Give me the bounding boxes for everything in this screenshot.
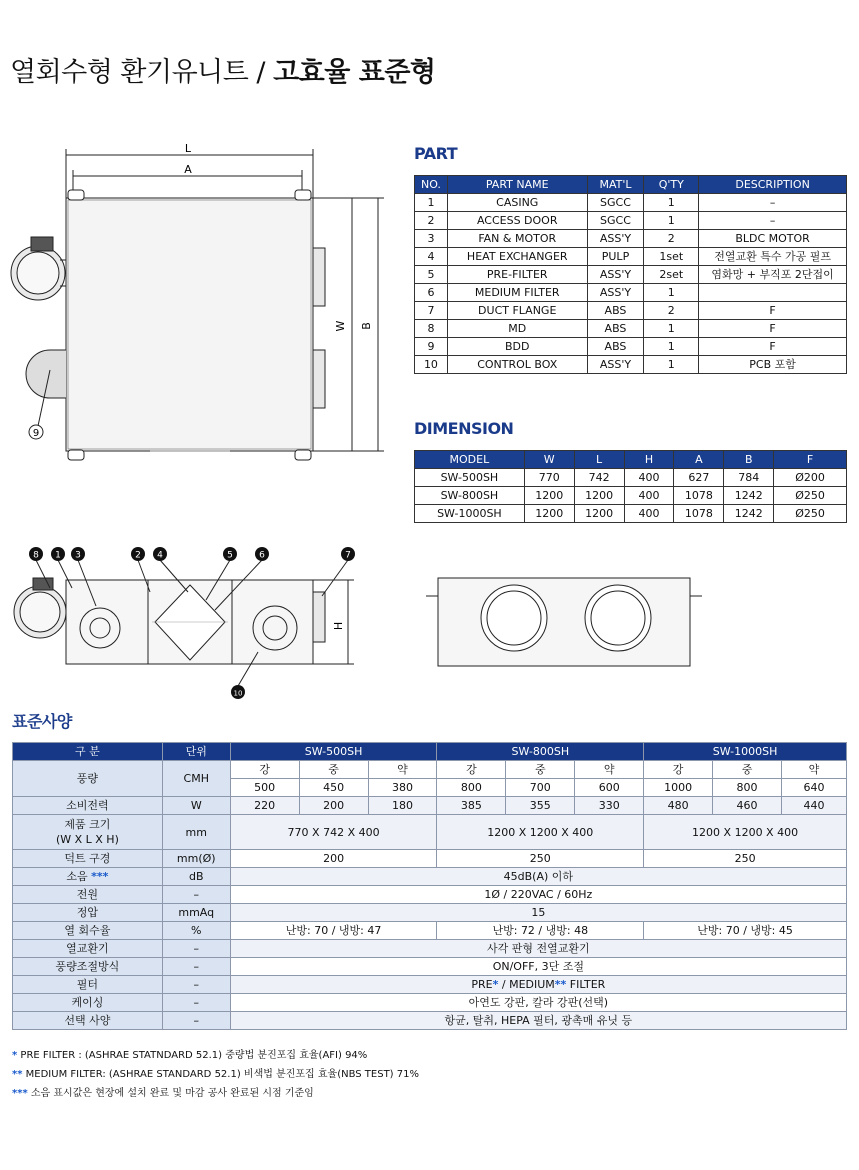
spec-value-duct: 250 <box>644 850 847 868</box>
spec-power-value: 180 <box>368 797 437 815</box>
part-cell: 2 <box>644 302 699 320</box>
spec-value-recovery: 난방: 72 / 냉방: 48 <box>437 922 644 940</box>
part-row <box>415 230 847 248</box>
spec-heading: 표준사양 <box>12 712 72 731</box>
dimension-cell: 784 <box>724 469 774 487</box>
dimension-table <box>414 450 847 523</box>
part-cell: 염화망 + 부직포 2단접이 <box>699 266 847 284</box>
spec-airflow-level: 강 <box>230 761 299 779</box>
part-cell: 8 <box>415 320 448 338</box>
part-cell: PRE-FILTER <box>447 266 587 284</box>
part-cell: F <box>699 338 847 356</box>
spec-label-options: 선택 사양 <box>13 1012 163 1030</box>
callout-number: 8 <box>33 550 39 561</box>
part-cell: – <box>699 212 847 230</box>
spec-value-size: 1200 X 1200 X 400 <box>644 815 847 850</box>
spec-label-airflow: 풍량 <box>13 761 163 797</box>
spec-power-value: 480 <box>644 797 713 815</box>
part-cell: 전열교환 특수 가공 필프 <box>699 248 847 266</box>
spec-value-duct: 250 <box>437 850 644 868</box>
spec-unit-filter: – <box>162 976 230 994</box>
callout-number: 5 <box>227 550 233 561</box>
spec-value-filter: PRE* / MEDIUM** FILTER <box>230 976 846 994</box>
part-cell: 7 <box>415 302 448 320</box>
part-row <box>415 194 847 212</box>
spec-unit-exchanger: – <box>162 940 230 958</box>
dimension-header-cell: B <box>724 451 774 469</box>
part-cell <box>699 284 847 302</box>
dimension-row <box>415 469 847 487</box>
part-cell: 1 <box>415 194 448 212</box>
part-cell: 10 <box>415 356 448 374</box>
spec-airflow-value: 700 <box>506 779 575 797</box>
part-cell: PCB 포함 <box>699 356 847 374</box>
spec-value-control: ON/OFF, 3단 조절 <box>230 958 846 976</box>
dimension-cell: SW-1000SH <box>415 505 525 523</box>
spec-unit-control: – <box>162 958 230 976</box>
spec-airflow-level: 강 <box>644 761 713 779</box>
spec-airflow-level: 약 <box>781 761 846 779</box>
spec-header-model: SW-500SH <box>230 743 437 761</box>
part-cell: F <box>699 302 847 320</box>
part-cell: 1 <box>644 194 699 212</box>
part-table <box>414 175 847 374</box>
spec-header-model: SW-800SH <box>437 743 644 761</box>
spec-airflow-value: 640 <box>781 779 846 797</box>
part-cell: SGCC <box>587 194 644 212</box>
front-view-drawing <box>420 572 710 672</box>
part-cell: – <box>699 194 847 212</box>
part-cell: 9 <box>415 338 448 356</box>
callout-number: 3 <box>75 550 81 561</box>
part-cell: ASS'Y <box>587 266 644 284</box>
part-row <box>415 284 847 302</box>
part-cell: BDD <box>447 338 587 356</box>
part-row <box>415 212 847 230</box>
spec-header-gubun: 구 분 <box>13 743 163 761</box>
part-cell: HEAT EXCHANGER <box>447 248 587 266</box>
spec-value-options: 항균, 탈취, HEPA 필터, 광촉매 유닛 등 <box>230 1012 846 1030</box>
spec-label-casing: 케이싱 <box>13 994 163 1012</box>
dimension-header-cell: F <box>774 451 847 469</box>
callout-number: 7 <box>345 550 351 561</box>
spec-unit-recovery: % <box>162 922 230 940</box>
part-cell: DUCT FLANGE <box>447 302 587 320</box>
spec-unit-duct: mm(Ø) <box>162 850 230 868</box>
spec-airflow-value: 380 <box>368 779 437 797</box>
spec-label-power-supply: 전원 <box>13 886 163 904</box>
part-row <box>415 320 847 338</box>
dimension-row <box>415 487 847 505</box>
spec-label-control: 풍량조절방식 <box>13 958 163 976</box>
part-cell: 1 <box>644 212 699 230</box>
dimension-header-cell: A <box>674 451 724 469</box>
part-header-cell: MAT'L <box>587 176 644 194</box>
dimension-cell: Ø200 <box>774 469 847 487</box>
callout-number: 4 <box>157 550 163 561</box>
part-cell: BLDC MOTOR <box>699 230 847 248</box>
dimension-cell: 400 <box>624 487 674 505</box>
spec-power-value: 355 <box>506 797 575 815</box>
spec-value-size: 1200 X 1200 X 400 <box>437 815 644 850</box>
spec-label-exchanger: 열교환기 <box>13 940 163 958</box>
spec-airflow-level: 중 <box>713 761 782 779</box>
dimension-cell: 1200 <box>574 505 624 523</box>
callout-number: 2 <box>135 550 141 561</box>
part-cell: F <box>699 320 847 338</box>
spec-value-exchanger: 사각 판형 전열교환기 <box>230 940 846 958</box>
dim-label-a: A <box>184 163 192 176</box>
footnote: *** 소음 표시값은 현장에 설치 완료 및 마감 공사 완료된 시점 기준임 <box>12 1088 314 1099</box>
dimension-cell: Ø250 <box>774 505 847 523</box>
spec-label-duct: 덕트 구경 <box>13 850 163 868</box>
spec-label-size: 제품 크기 (W X L X H) <box>13 815 163 850</box>
spec-unit-static: mmAq <box>162 904 230 922</box>
spec-label-filter: 필터 <box>13 976 163 994</box>
part-header-cell: DESCRIPTION <box>699 176 847 194</box>
spec-airflow-value: 800 <box>437 779 506 797</box>
dimension-cell: SW-500SH <box>415 469 525 487</box>
dimension-heading: DIMENSION <box>414 419 514 438</box>
part-cell: FAN & MOTOR <box>447 230 587 248</box>
dim-label-l: L <box>184 142 192 155</box>
spec-unit-power: W <box>162 797 230 815</box>
dimension-header-cell: W <box>524 451 574 469</box>
part-cell: 3 <box>415 230 448 248</box>
callout-number: 10 <box>233 689 243 698</box>
dimension-cell: 627 <box>674 469 724 487</box>
spec-header-unit: 단위 <box>162 743 230 761</box>
dimension-cell: 1200 <box>574 487 624 505</box>
part-cell: 2 <box>415 212 448 230</box>
spec-power-value: 460 <box>713 797 782 815</box>
part-cell: 5 <box>415 266 448 284</box>
dimension-cell: 1242 <box>724 487 774 505</box>
part-cell: 2 <box>644 230 699 248</box>
dim-label-b: B <box>360 322 373 330</box>
spec-value-recovery: 난방: 70 / 냉방: 45 <box>644 922 847 940</box>
part-cell: 1 <box>644 338 699 356</box>
spec-label-static: 정압 <box>13 904 163 922</box>
spec-unit-power-supply: – <box>162 886 230 904</box>
spec-table <box>12 742 847 1030</box>
footnotes <box>12 1046 419 1103</box>
spec-unit-casing: – <box>162 994 230 1012</box>
spec-airflow-value: 600 <box>575 779 644 797</box>
part-cell: 1 <box>644 356 699 374</box>
part-cell: 1set <box>644 248 699 266</box>
spec-header-model: SW-1000SH <box>644 743 847 761</box>
part-cell: 1 <box>644 320 699 338</box>
dim-label-h: H <box>332 621 345 631</box>
spec-value-noise: 45dB(A) 이하 <box>230 868 846 886</box>
part-header-cell: PART NAME <box>447 176 587 194</box>
spec-value-recovery: 난방: 70 / 냉방: 47 <box>230 922 437 940</box>
spec-airflow-value: 500 <box>230 779 299 797</box>
part-cell: ASS'Y <box>587 356 644 374</box>
spec-value-power-supply: 1Ø / 220VAC / 60Hz <box>230 886 846 904</box>
part-cell: ASS'Y <box>587 284 644 302</box>
dimension-cell: 742 <box>574 469 624 487</box>
dimension-cell: 400 <box>624 469 674 487</box>
part-cell: 6 <box>415 284 448 302</box>
part-cell: CONTROL BOX <box>447 356 587 374</box>
part-cell: MD <box>447 320 587 338</box>
spec-airflow-value: 1000 <box>644 779 713 797</box>
dimension-row <box>415 505 847 523</box>
spec-power-value: 330 <box>575 797 644 815</box>
dimension-cell: 400 <box>624 505 674 523</box>
part-row <box>415 248 847 266</box>
side-view-drawing <box>0 540 370 710</box>
part-cell: SGCC <box>587 212 644 230</box>
dimension-header-cell: MODEL <box>415 451 525 469</box>
dimension-header-cell: L <box>574 451 624 469</box>
dimension-cell: 1200 <box>524 505 574 523</box>
spec-label-noise: 소음 *** <box>13 868 163 886</box>
spec-label-recovery: 열 회수율 <box>13 922 163 940</box>
part-cell: CASING <box>447 194 587 212</box>
part-cell: ABS <box>587 302 644 320</box>
spec-power-value: 440 <box>781 797 846 815</box>
spec-airflow-value: 450 <box>299 779 368 797</box>
page-title: 열회수형 환기유니트 / 고효율 표준형 <box>10 57 436 88</box>
part-cell: ASS'Y <box>587 230 644 248</box>
spec-airflow-level: 강 <box>437 761 506 779</box>
part-heading: PART <box>414 144 458 163</box>
part-row <box>415 302 847 320</box>
part-row <box>415 356 847 374</box>
spec-unit-airflow: CMH <box>162 761 230 797</box>
spec-power-value: 220 <box>230 797 299 815</box>
dimension-cell: 1242 <box>724 505 774 523</box>
callout-number: 6 <box>259 550 265 561</box>
dimension-cell: 770 <box>524 469 574 487</box>
part-cell: 2set <box>644 266 699 284</box>
callout-number: 1 <box>55 550 61 561</box>
footnote: ** MEDIUM FILTER: (ASHRAE STANDARD 52.1) 비색법 분진포집 효율(NBS TEST) 71% <box>12 1069 419 1080</box>
dimension-cell: 1200 <box>524 487 574 505</box>
part-cell: 4 <box>415 248 448 266</box>
part-cell: MEDIUM FILTER <box>447 284 587 302</box>
spec-unit-noise: dB <box>162 868 230 886</box>
part-row <box>415 338 847 356</box>
part-header-cell: NO. <box>415 176 448 194</box>
spec-value-size: 770 X 742 X 400 <box>230 815 437 850</box>
spec-power-value: 200 <box>299 797 368 815</box>
spec-value-duct: 200 <box>230 850 437 868</box>
spec-value-static: 15 <box>230 904 846 922</box>
spec-power-value: 385 <box>437 797 506 815</box>
spec-airflow-value: 800 <box>713 779 782 797</box>
spec-unit-options: – <box>162 1012 230 1030</box>
spec-airflow-level: 중 <box>506 761 575 779</box>
part-cell: ABS <box>587 338 644 356</box>
spec-airflow-level: 약 <box>575 761 644 779</box>
dimension-cell: SW-800SH <box>415 487 525 505</box>
dimension-cell: 1078 <box>674 505 724 523</box>
part-cell: ACCESS DOOR <box>447 212 587 230</box>
spec-airflow-level: 중 <box>299 761 368 779</box>
part-row <box>415 266 847 284</box>
spec-value-casing: 아연도 강판, 칼라 강판(선택) <box>230 994 846 1012</box>
dimension-header-cell: H <box>624 451 674 469</box>
part-cell: ABS <box>587 320 644 338</box>
part-cell: 1 <box>644 284 699 302</box>
top-view-drawing <box>0 140 400 470</box>
spec-airflow-level: 약 <box>368 761 437 779</box>
dimension-cell: Ø250 <box>774 487 847 505</box>
spec-label-power: 소비전력 <box>13 797 163 815</box>
dimension-cell: 1078 <box>674 487 724 505</box>
spec-unit-size: mm <box>162 815 230 850</box>
part-header-cell: Q'TY <box>644 176 699 194</box>
footnote: * PRE FILTER : (ASHRAE STATNDARD 52.1) 중량법 분진포집 효율(AFI) 94% <box>12 1050 368 1061</box>
dim-label-w: W <box>334 320 347 332</box>
callout-9: 9 <box>32 428 40 439</box>
part-cell: PULP <box>587 248 644 266</box>
